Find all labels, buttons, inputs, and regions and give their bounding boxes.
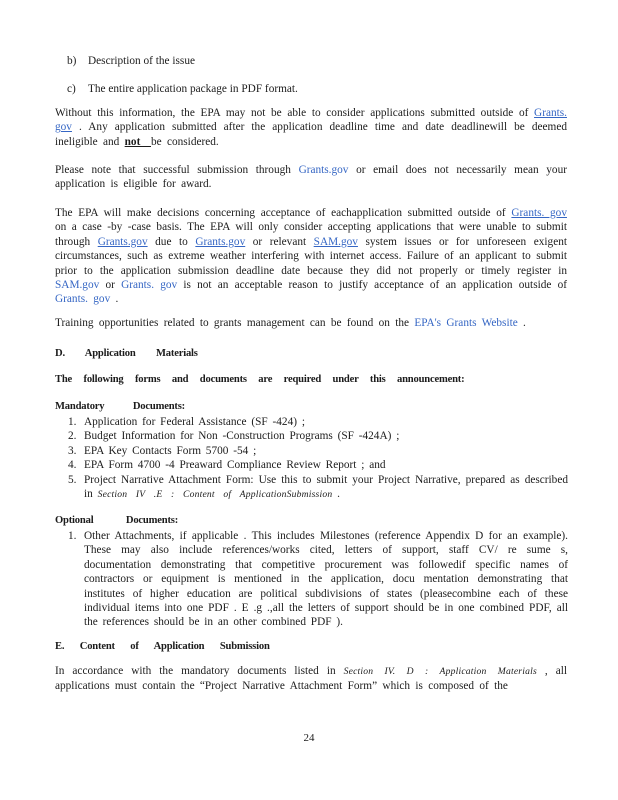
text-run: Training opportunities related to grants management can be found on the xyxy=(55,317,415,329)
list-marker: b) xyxy=(67,55,77,67)
hyperlink[interactable]: Grants. gov xyxy=(55,293,111,306)
text-run: . Any application submitted after the application deadline time and date deadlinewill be deemed ineligible and xyxy=(55,121,567,148)
paragraph-please-note xyxy=(55,163,567,192)
heading-section-d: D. Application Materials xyxy=(55,348,198,359)
mandatory-documents-list xyxy=(68,415,568,502)
list-item-text xyxy=(84,444,568,458)
text-run: . xyxy=(517,317,526,329)
text-run: be considered. xyxy=(150,135,219,148)
text-run: is not an acceptable reason to justify acceptance of an application outside of xyxy=(177,279,567,292)
hyperlink[interactable]: Grants.gov xyxy=(298,164,349,176)
text-run: not xyxy=(124,135,151,148)
text-run: . xyxy=(110,293,119,306)
text-run: . xyxy=(332,488,340,501)
list-item xyxy=(68,444,568,458)
heading-mandatory-documents: Mandatory Documents: xyxy=(55,401,185,412)
text-run: , all applications must contain the “Project Narrative Attachment Form” which is composed of the xyxy=(55,665,568,693)
hyperlink[interactable]: SAM.gov xyxy=(313,235,358,248)
paragraph-in-accordance xyxy=(55,664,567,694)
list-item xyxy=(68,415,568,429)
hyperlink[interactable]: SAM.gov xyxy=(55,279,100,292)
page-number: 24 xyxy=(303,732,315,744)
heading-optional-documents: Optional Documents: xyxy=(55,515,179,526)
paragraph-epa-decisions xyxy=(55,206,567,307)
list-item-text xyxy=(84,473,568,503)
text-run: Other Attachments, if applicable . This includes Milestones (reference Appendix D for an example). These may also include references/works cited, letters of support, staff CV/ re sume s, documentation demonstrating that competitive procurement was followedif specific names of contractors or equipment is mentioned in the application, docu mentation demonstrating that institutes of higher education are political subdivisions of states (pleasecombine each of these individual items into one PDF . E .g .,all the letters of support should be in one combined PDF, all the references should be in an other combined PDF ). xyxy=(84,530,568,629)
list-number: 5. xyxy=(68,473,77,486)
heading-section-e: E. Content of Application Submission xyxy=(55,641,270,652)
heading-forms-required: The following forms and documents are required under this announcement: xyxy=(55,374,465,385)
text-run: In accordance with the mandatory documents listed in xyxy=(55,665,344,677)
hyperlink[interactable]: Grants.gov xyxy=(97,235,148,248)
list-item-b xyxy=(67,54,547,68)
hyperlink[interactable]: EPA's Grants Website xyxy=(414,317,518,329)
text-run: Project Narrative Attachment Form: Use this to submit your Project Narrative, prepared as described in xyxy=(84,473,568,501)
text-run: The entire application package in PDF format. xyxy=(88,83,298,95)
list-item-text xyxy=(84,458,568,472)
list-item xyxy=(68,529,568,630)
text-run: Without this information, the EPA may not be able to consider applications submitted outside of xyxy=(55,107,535,119)
list-item-text xyxy=(84,429,568,443)
text-run: Application for Federal Assistance (SF -424) ; xyxy=(84,416,305,428)
text-run: Section IV .E : Content of ApplicationSubmission xyxy=(97,489,333,501)
list-item-text xyxy=(88,82,298,96)
text-run: or xyxy=(99,279,122,292)
hyperlink[interactable]: Grants. gov xyxy=(121,279,178,292)
text-run: EPA Key Contacts Form 5700 -54 ; xyxy=(84,444,257,457)
list-item xyxy=(68,473,568,503)
list-item xyxy=(68,429,568,443)
list-item-text xyxy=(84,529,568,630)
optional-documents-list xyxy=(68,529,568,630)
paragraph-without-info xyxy=(55,106,567,149)
list-item-c xyxy=(67,82,547,96)
list-number: 3. xyxy=(68,444,77,457)
hyperlink[interactable]: Grants. gov xyxy=(55,107,567,134)
text-run: system issues or for unforeseen exigent circumstances, such as extreme weather interfering with internet access. Failure of an applicant to submit prior to the application submission deadline date because they did not properly or timely register in xyxy=(55,235,567,277)
hyperlink[interactable]: Grants.gov xyxy=(195,235,246,248)
list-number: 4. xyxy=(68,459,77,472)
text-run: or relevant xyxy=(245,235,314,248)
text-run: Budget Information for Non -Construction Programs (SF -424A) ; xyxy=(84,430,400,443)
list-number: 1. xyxy=(68,530,77,542)
text-run: due to xyxy=(147,235,196,248)
text-run: Please note that successful submission through xyxy=(55,164,299,176)
text-run: or email does not necessarily mean your application is eligible for award. xyxy=(55,164,567,191)
list-number: 1. xyxy=(68,416,77,428)
list-number: 2. xyxy=(68,430,77,443)
text-run: EPA Form 4700 -4 Preaward Compliance Review Report ; and xyxy=(84,459,386,472)
text-run: on a case -by -case basis. The EPA will only consider accepting applications that were unable to submit through xyxy=(55,221,567,248)
text-run: The EPA will make decisions concerning acceptance of eachapplication submitted outside of xyxy=(55,207,512,219)
list-item-text xyxy=(88,54,195,68)
text-run: Description of the issue xyxy=(88,55,195,67)
list-item xyxy=(68,458,568,472)
hyperlink[interactable]: Grants. gov xyxy=(511,207,567,219)
list-marker: c) xyxy=(67,83,76,95)
list-item-text xyxy=(84,415,568,429)
text-run: Section IV. D : Application Materials xyxy=(343,666,537,677)
paragraph-training xyxy=(55,316,567,330)
